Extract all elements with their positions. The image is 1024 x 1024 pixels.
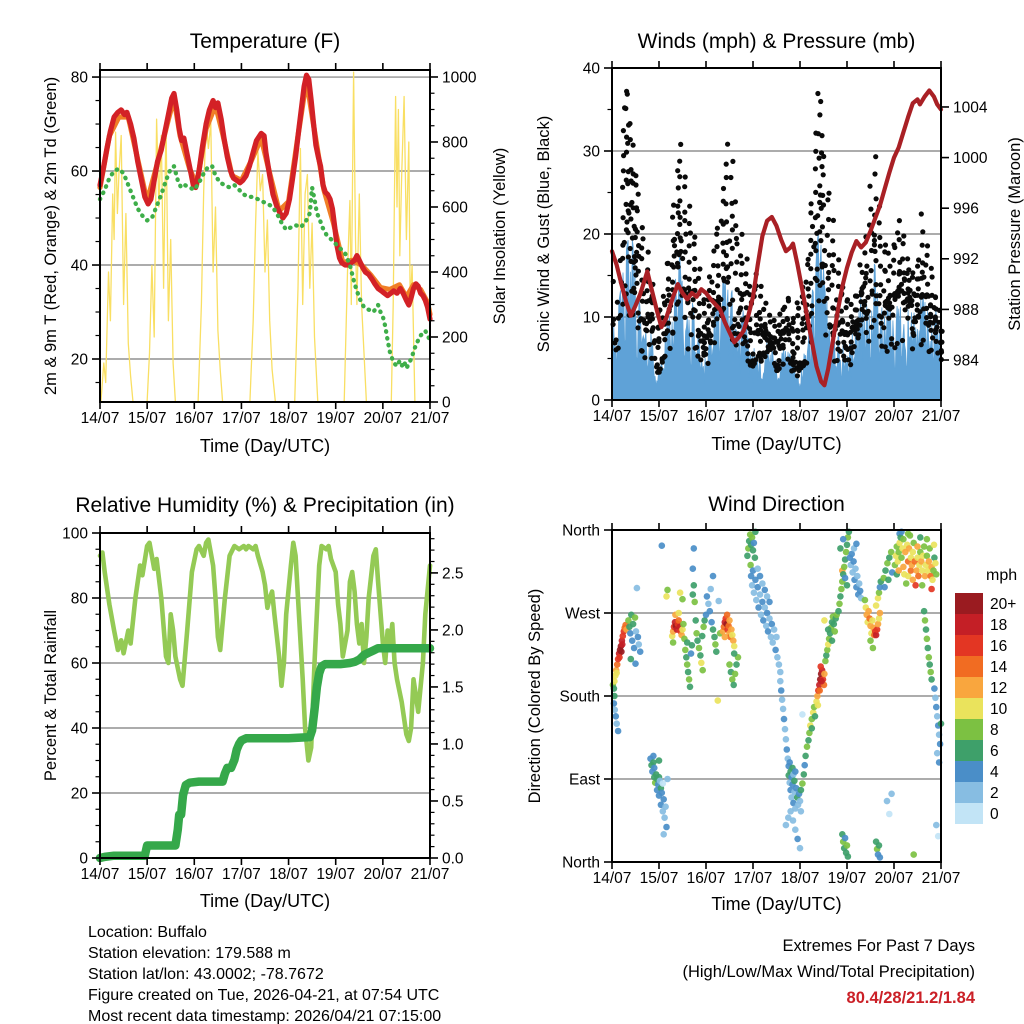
colorbar-block xyxy=(955,719,983,740)
colorbar-label: 18 xyxy=(990,616,1008,634)
y-left-tick-label: 30 xyxy=(582,143,600,161)
y-right-tick-label: 992 xyxy=(953,251,979,269)
series-solar-insolation xyxy=(101,72,430,402)
x-tick-label: 21/07 xyxy=(921,870,961,887)
x-tick-label: 14/07 xyxy=(592,870,632,887)
figure-created-timestamp: Figure created on Tue, 2026-04-21, at 07:54 UTC xyxy=(88,987,440,1004)
colorbar-label: 20+ xyxy=(990,595,1017,613)
y-right-tick-label: 2.0 xyxy=(442,622,464,640)
x-tick-label: 20/07 xyxy=(874,870,914,887)
colorbar-label: 8 xyxy=(990,721,999,739)
colorbar-label: 12 xyxy=(990,679,1008,697)
y-right-tick-label: 984 xyxy=(953,352,979,370)
x-tick-label: 14/07 xyxy=(592,408,632,425)
colorbar-title: mph xyxy=(986,567,1018,584)
x-axis-label: Time (Day/UTC) xyxy=(711,894,842,914)
y-axis-label-right: Station Pressure (Maroon) xyxy=(1005,137,1024,331)
solar-insolation-line xyxy=(101,72,430,402)
colorbar-block xyxy=(955,782,983,803)
x-tick-label: 18/07 xyxy=(780,870,820,887)
plot-title: Relative Humidity (%) & Precipitation (in) xyxy=(75,494,455,517)
x-axis-label: Time (Day/UTC) xyxy=(711,434,842,454)
y-left-tick-label: 40 xyxy=(582,60,600,78)
winds-pressure-plot xyxy=(535,30,1024,454)
y-left-tick-label: 40 xyxy=(70,257,88,275)
speed-colorbar xyxy=(955,567,1017,824)
colorbar-label: 16 xyxy=(990,637,1008,655)
x-tick-label: 17/07 xyxy=(733,870,773,887)
colorbar-block xyxy=(955,803,983,824)
colorbar-label: 14 xyxy=(990,658,1008,676)
extremes-summary xyxy=(682,933,975,1011)
colorbar-label: 10 xyxy=(990,700,1008,718)
plot-title: Temperature (F) xyxy=(189,30,341,53)
x-tick-label: 20/07 xyxy=(874,408,914,425)
temperature-plot xyxy=(42,30,509,456)
x-axis-label: Time (Day/UTC) xyxy=(199,891,331,911)
y-right-tick-label: 1000 xyxy=(953,150,988,168)
y-right-tick-label: 1.0 xyxy=(442,736,464,754)
y-left-tick-label: 100 xyxy=(62,525,88,543)
series-total-rainfall xyxy=(100,648,430,858)
colorbar-block xyxy=(955,593,983,614)
y-right-tick-label: 2.5 xyxy=(442,565,464,583)
total-rainfall-line xyxy=(100,648,430,858)
x-tick-label: 18/07 xyxy=(269,410,308,427)
colorbar-label: 2 xyxy=(990,784,999,802)
gridlines xyxy=(612,151,941,317)
gridlines xyxy=(100,77,430,359)
colorbar-block xyxy=(955,698,983,719)
most-recent-data-timestamp: Most recent data timestamp: 2026/04/21 07:15:00 xyxy=(88,1008,442,1024)
x-tick-label: 20/07 xyxy=(363,410,403,427)
extremes-subtitle: (High/Low/Max Wind/Total Precipitation) xyxy=(682,963,975,981)
colorbar-block xyxy=(955,635,983,656)
x-tick-label: 16/07 xyxy=(174,410,214,427)
x-axis-label: Time (Day/UTC) xyxy=(199,436,331,456)
y-axis-label-left: Percent & Total Rainfall xyxy=(41,609,60,782)
x-tick-label: 21/07 xyxy=(410,410,450,427)
x-tick-label: 19/07 xyxy=(316,410,356,427)
colorbar-block xyxy=(955,614,983,635)
y-right-tick-label: 400 xyxy=(442,264,468,282)
y-left-tick-label: 0 xyxy=(79,850,88,868)
x-tick-label: 17/07 xyxy=(733,408,773,425)
y-left-tick-label: 0 xyxy=(591,392,600,410)
colorbar-block xyxy=(955,761,983,782)
humidity-precip-plot xyxy=(42,494,464,911)
x-tick-label: 19/07 xyxy=(827,870,867,887)
x-tick-label: 16/07 xyxy=(174,866,214,883)
y-axis-label-left: Sonic Wind & Gust (Blue, Black) xyxy=(534,115,553,353)
extremes-title: Extremes For Past 7 Days xyxy=(782,937,975,955)
y-right-tick-label: 0.5 xyxy=(442,793,464,811)
y-right-tick-label: 1.5 xyxy=(442,679,464,697)
x-tick-label: 15/07 xyxy=(639,870,679,887)
y-right-tick-label: 996 xyxy=(953,200,979,218)
x-tick-label: 15/07 xyxy=(127,866,167,883)
y-left-tick-label: 10 xyxy=(582,309,600,327)
y-axis-label-left: Direction (Colored By Speed) xyxy=(525,588,544,804)
y-axis-label-left: 2m & 9m T (Red, Orange) & 2m Td (Green) xyxy=(41,76,60,396)
wind-direction-plot xyxy=(526,493,1017,914)
y-right-tick-label: 1004 xyxy=(953,99,988,117)
x-tick-label: 21/07 xyxy=(410,866,450,883)
y-right-tick-label: 1000 xyxy=(442,69,477,87)
y-left-tick-label: 40 xyxy=(70,720,88,738)
axis-ticks xyxy=(92,63,438,409)
y-left-tick-label: 20 xyxy=(70,785,88,803)
y-left-tick-label: 60 xyxy=(70,163,88,181)
y-right-tick-label: 600 xyxy=(442,199,468,217)
colorbar-label: 0 xyxy=(990,805,999,823)
colorbar-label: 6 xyxy=(990,742,999,760)
x-tick-label: 18/07 xyxy=(269,866,308,883)
2m-temperature-line xyxy=(100,75,430,319)
x-tick-label: 14/07 xyxy=(80,410,120,427)
station-latlon: Station lat/lon: 43.0002; -78.7672 xyxy=(88,966,324,983)
y-axis-label-right: Solar Insolation (Yellow) xyxy=(490,147,509,325)
y-left-tick-label: 80 xyxy=(70,69,88,87)
station-info xyxy=(88,922,441,1024)
y-left-tick-label: 80 xyxy=(70,590,88,608)
x-tick-label: 19/07 xyxy=(827,408,867,425)
scatter-points xyxy=(610,529,945,861)
x-tick-label: 15/07 xyxy=(639,408,679,425)
x-tick-label: 15/07 xyxy=(127,410,167,427)
colorbar-block xyxy=(955,740,983,761)
colorbar-block xyxy=(955,656,983,677)
y-right-tick-label: 200 xyxy=(442,329,468,347)
y-left-tick-label: North xyxy=(562,522,600,540)
y-right-tick-label: 0 xyxy=(442,394,451,412)
x-tick-label: 17/07 xyxy=(222,866,261,883)
y-left-tick-label: 20 xyxy=(70,351,88,369)
x-tick-label: 16/07 xyxy=(686,870,726,887)
plot-title: Winds (mph) & Pressure (mb) xyxy=(637,30,916,53)
y-left-tick-label: South xyxy=(559,688,600,706)
y-left-tick-label: East xyxy=(568,771,600,789)
extremes-values: 80.4/28/21.2/1.84 xyxy=(846,989,975,1007)
y-left-tick-label: 60 xyxy=(70,655,88,673)
x-tick-label: 14/07 xyxy=(80,866,120,883)
x-tick-label: 19/07 xyxy=(316,866,356,883)
y-left-tick-label: North xyxy=(562,854,600,872)
x-tick-label: 17/07 xyxy=(222,410,261,427)
y-left-tick-label: West xyxy=(564,605,600,623)
x-tick-label: 21/07 xyxy=(921,408,961,425)
x-tick-label: 18/07 xyxy=(780,408,820,425)
colorbar-block xyxy=(955,677,983,698)
y-left-tick-label: 20 xyxy=(582,226,600,244)
plot-title: Wind Direction xyxy=(708,493,845,516)
y-right-tick-label: 988 xyxy=(953,301,979,319)
station-location: Location: Buffalo xyxy=(88,924,207,941)
y-right-tick-label: 800 xyxy=(442,134,468,152)
x-tick-label: 16/07 xyxy=(686,408,726,425)
series-2m-temperature xyxy=(100,75,430,319)
station-elevation: Station elevation: 179.588 m xyxy=(88,945,291,962)
y-right-tick-label: 0.0 xyxy=(442,850,464,868)
x-tick-label: 20/07 xyxy=(363,866,403,883)
colorbar-label: 4 xyxy=(990,763,999,781)
